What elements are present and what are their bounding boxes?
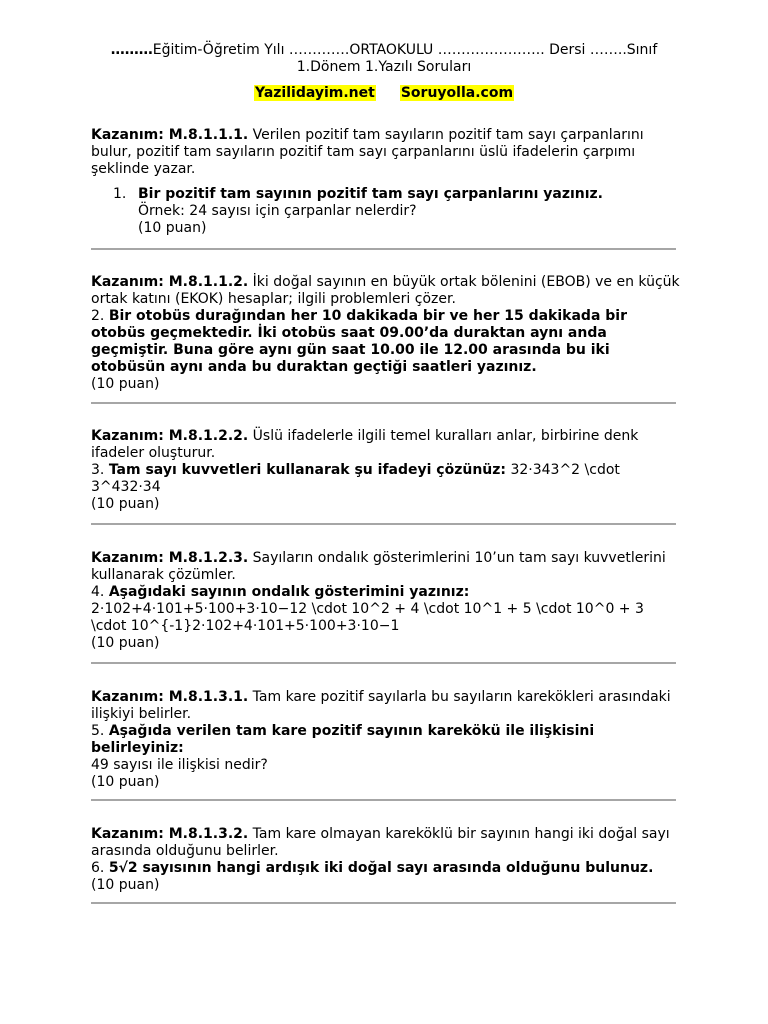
question-text: Aşağıdaki sayının ondalık gösterimini yazınız: [108,584,470,600]
question-points: (10 puan) [91,376,160,392]
question-section-3 [91,428,681,513]
section-divider [91,799,676,801]
kazanim-text: Tam kare pozitif sayılarla bu sayıların karekökleri arasındaki ilişkiyi belirler. [91,689,671,722]
question-expression: 2·102+4·101+5·100+3·10−12 \cdot 10^2 + 4 \cdot 10^1 + 5 \cdot 10^0 + 3 \cdot 10^{-1}2·102+4·101+5·100+3·10−1 [91,601,644,634]
question-number: 5. [91,723,105,739]
section-divider [91,662,676,664]
question-section-4 [91,550,681,652]
header-dots: ……… [110,42,153,58]
question-expression: 32·343^2 \cdot 3^432·34 [91,462,620,495]
kazanim-label: Kazanım: M.8.1.1.2. [91,274,249,290]
question-3 [91,462,681,496]
section-divider [91,902,676,904]
question-points: (10 puan) [91,496,160,512]
question-number: 2. [91,308,105,324]
kazanim-2 [91,274,681,308]
question-number: 4. [91,584,105,600]
question-4 [91,584,681,601]
section-divider [91,248,676,250]
kazanim-label: Kazanım: M.8.1.2.3. [91,550,249,566]
kazanim-text: Verilen pozitif tam sayıların pozitif tam sayı çarpanlarını bulur, pozitif tam sayıların pozitif tam sayı çarpanlarını üslü ifadelerin çarpımı şeklinde yazar. [91,127,644,177]
kazanim-text: Tam kare olmayan kareköklü bir sayının hangi iki doğal sayı arasında olduğunu belirler. [91,826,670,859]
question-points: (10 puan) [91,877,160,893]
question-points: (10 puan) [91,774,160,790]
kazanim-label: Kazanım: M.8.1.2.2. [91,428,249,444]
header-school-line: Eğitim-Öğretim Yılı ………….ORTAOKULU ………………….. Dersi ……..Sınıf [152,42,658,58]
question-5 [91,723,681,757]
question-2 [91,308,681,376]
question-number: 1. [113,186,127,202]
kazanim-label: Kazanım: M.8.1.1.1. [91,127,249,143]
kazanim-text: Sayıların ondalık gösterimlerini 10’un tam sayı kuvvetlerini kullanarak çözümler. [91,550,666,583]
question-section-5 [91,689,681,791]
kazanim-text: Üslü ifadelerle ilgili temel kuralları anlar, birbirine denk ifadeler oluşturur. [91,428,639,461]
kazanim-1 [91,127,681,178]
question-example: Örnek: 24 sayısı için çarpanlar nelerdir? [138,203,417,219]
question-example: 49 sayısı ile ilişkisi nedir? [91,757,268,773]
question-6 [91,860,681,877]
kazanim-5 [91,689,681,723]
question-text: 5√2 sayısının hangi ardışık iki doğal sayı arasında olduğunu bulunuz. [108,860,654,876]
question-points: (10 puan) [91,635,160,651]
kazanim-text: İki doğal sayının en büyük ortak bölenini (EBOB) ve en küçük ortak katını (EKOK) hesaplar; ilgili problemleri çözer. [91,274,680,307]
question-section-1 [91,127,681,237]
question-section-6 [91,826,681,894]
question-points: (10 puan) [138,220,207,236]
question-number: 3. [91,462,105,478]
section-divider [91,523,676,525]
kazanim-label: Kazanım: M.8.1.3.2. [91,826,249,842]
exam-header-line1 [0,42,768,59]
site-links [0,85,768,102]
question-text: Aşağıda verilen tam kare pozitif sayının karekökü ile ilişkisini belirleyiniz: [91,723,595,756]
site-link-yazilidayim[interactable]: Yazilidayim.net [254,85,375,101]
kazanim-label: Kazanım: M.8.1.3.1. [91,689,249,705]
question-text: Bir pozitif tam sayının pozitif tam sayı çarpanlarını yazınız. [138,186,603,202]
section-divider [91,402,676,404]
kazanim-3 [91,428,681,462]
question-1 [91,186,681,237]
question-number: 6. [91,860,105,876]
kazanim-4 [91,550,681,584]
question-text: Tam sayı kuvvetleri kullanarak şu ifadeyi çözünüz: [108,462,507,478]
kazanim-6 [91,826,681,860]
exam-header-line2: 1.Dönem 1.Yazılı Soruları [296,59,472,75]
question-section-2 [91,274,681,393]
question-text: Bir otobüs durağından her 10 dakikada bir ve her 15 dakikada bir otobüs geçmektedir. İki otobüs saat 09.00’da duraktan aynı anda geçmiştir. Buna göre aynı gün saat 10.00 ile 12.00 arasında bu iki otobüsün aynı anda bu duraktan geçtiği saatleri yazınız. [91,308,627,375]
site-link-soruyolla[interactable]: Soruyolla.com [400,85,514,101]
